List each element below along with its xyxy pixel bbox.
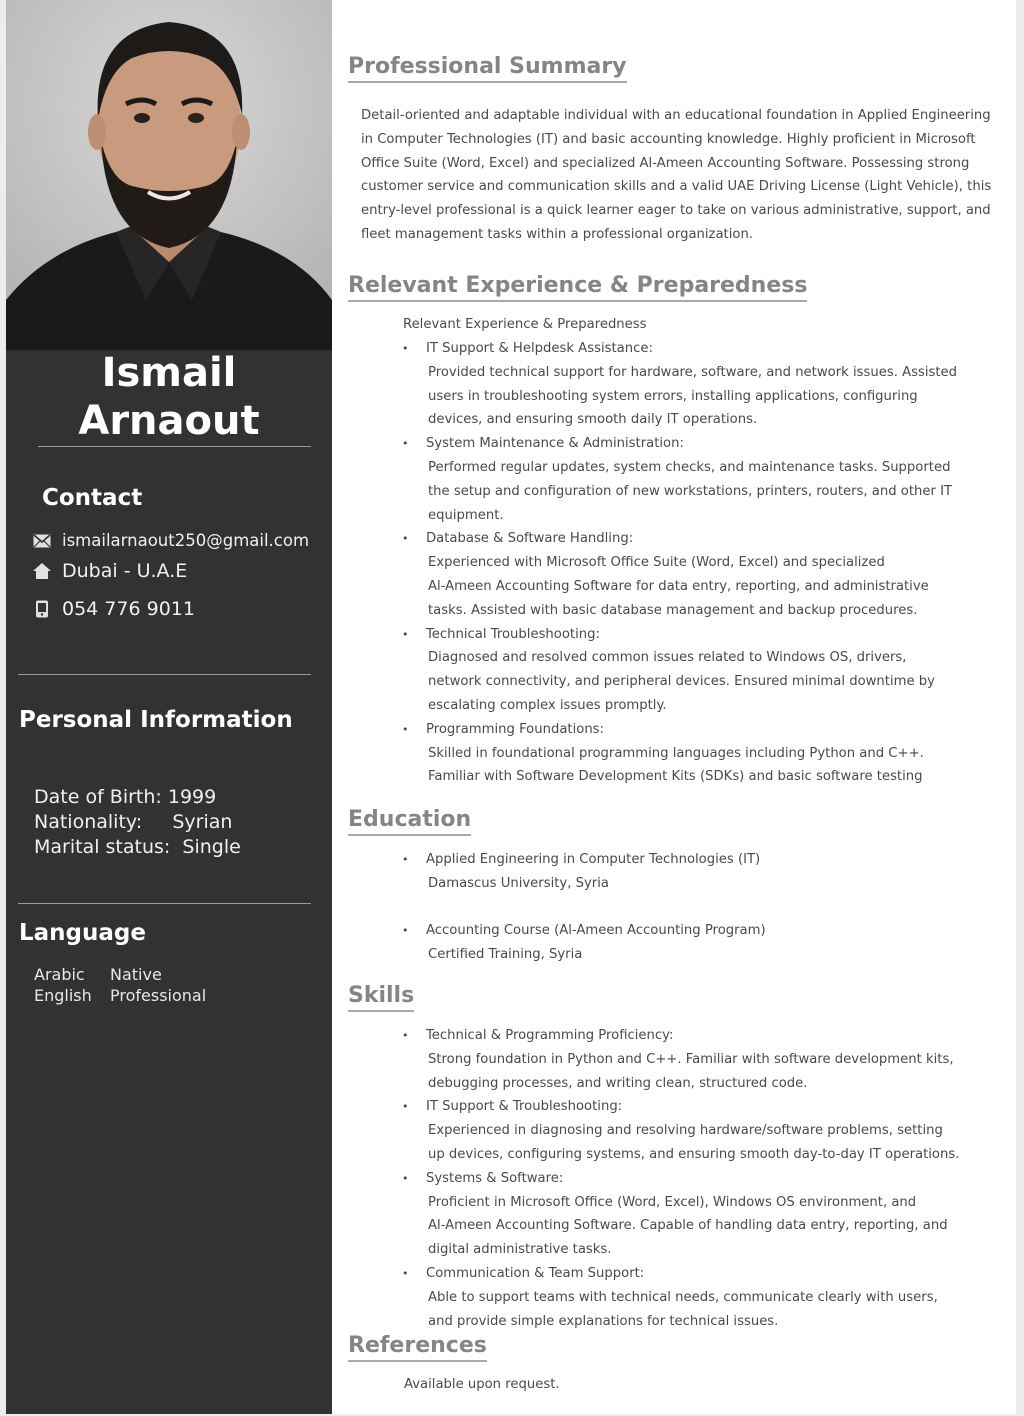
list-item-title: • Accounting Course (Al-Ameen Accounting Program) <box>402 919 1002 943</box>
name-divider <box>38 446 311 447</box>
list-item-title: • Technical Troubleshooting: <box>402 623 1002 647</box>
references-title: References <box>348 1333 487 1362</box>
education-list <box>402 848 1002 967</box>
language-name: Arabic <box>34 965 85 984</box>
personal-info-line: Nationality: Syrian <box>34 811 233 833</box>
contact-email[interactable]: ismailarnaout250@gmail.com <box>62 531 310 550</box>
list-spacer <box>402 896 1002 920</box>
list-item-description: Damascus University, Syria <box>428 875 609 891</box>
list-item-description: equipment. <box>428 507 504 523</box>
list-item-description: Experienced in diagnosing and resolving hardware/software problems, setting <box>428 1123 943 1139</box>
skills-title: Skills <box>348 983 414 1012</box>
list-item-description: Experienced with Microsoft Office Suite (Word, Excel) and specialized <box>428 555 885 571</box>
language-row <box>34 965 162 984</box>
contact-phone[interactable]: 054 776 9011 <box>62 598 195 620</box>
phone-icon <box>32 600 52 618</box>
language-row <box>34 986 206 1005</box>
contact-location-row <box>32 560 187 582</box>
list-item-title: • IT Support & Troubleshooting: <box>402 1095 1002 1119</box>
sidebar <box>6 0 332 1414</box>
language-level: Professional <box>110 986 207 1005</box>
list-item-title: • Technical & Programming Proficiency: <box>402 1024 1002 1048</box>
list-item-description: the setup and configuration of new workstations, printers, routers, and other IT <box>428 483 953 499</box>
contact-email-row[interactable] <box>32 531 309 550</box>
personal-info-heading: Personal Information <box>19 707 293 733</box>
skills-list <box>402 1024 1002 1333</box>
personal-info-line: Date of Birth: 1999 <box>34 786 217 808</box>
experience-subtitle: Relevant Experience & Preparedness <box>403 317 647 332</box>
list-item-description: Proficient in Microsoft Office (Word, Excel), Windows OS environment, and <box>428 1194 917 1210</box>
list-item-description: Skilled in foundational programming languages including Python and C++. <box>428 745 924 761</box>
list-item-description: tasks. Assisted with basic database management and backup procedures. <box>428 602 918 618</box>
contact-divider <box>18 674 311 675</box>
professional-summary-title: Professional Summary <box>348 54 627 83</box>
contact-phone-row[interactable] <box>32 598 195 620</box>
list-item-description: Certified Training, Syria <box>428 947 583 963</box>
list-item-title: • Applied Engineering in Computer Technologies (IT) <box>402 848 1002 872</box>
home-icon <box>32 562 52 580</box>
list-item-title: • Programming Foundations: <box>402 718 1002 742</box>
list-item-description: Al-Ameen Accounting Software. Capable of handling data entry, reporting, and <box>428 1218 948 1234</box>
list-item-description: network connectivity, and peripheral devices. Ensured minimal downtime by <box>428 674 935 690</box>
list-item-description: Able to support teams with technical needs, communicate clearly with users, <box>428 1289 938 1305</box>
language-heading: Language <box>19 920 146 946</box>
list-item-description: up devices, configuring systems, and ensuring smooth day-to-day IT operations. <box>428 1146 960 1162</box>
list-item-description: digital administrative tasks. <box>428 1242 612 1258</box>
contact-heading: Contact <box>42 485 143 511</box>
list-item-description: Provided technical support for hardware, software, and network issues. Assisted <box>428 364 958 380</box>
contact-location: Dubai - U.A.E <box>62 560 188 582</box>
references-text: Available upon request. <box>404 1377 560 1392</box>
list-item-description: Al-Ameen Accounting Software for data entry, reporting, and administrative <box>428 578 929 594</box>
first-name: Ismail <box>101 350 237 396</box>
list-item-description: escalating complex issues promptly. <box>428 697 667 713</box>
last-name: Arnaout <box>78 398 260 444</box>
list-item-description: Diagnosed and resolved common issues related to Windows OS, drivers, <box>428 650 907 666</box>
list-item-description: devices, and ensuring smooth daily IT operations. <box>428 412 758 428</box>
language-level: Native <box>110 965 162 984</box>
list-item-title: • System Maintenance & Administration: <box>402 432 1002 456</box>
list-item-description: and provide simple explanations for technical issues. <box>428 1313 779 1329</box>
professional-summary-text: Detail-oriented and adaptable individual with an educational foundation in Applied Engineering in Computer Technologies (IT) and basic accounting knowledge. Highly proficient in Microsoft Office Suite (Word, Excel) and specialized Al-Ameen Accounting Software. Possessing strong customer service and communication skills and a valid UAE Driving License (Light Vehicle), this entry-level professional is a quick learner eager to take on various administrative, support, and fleet management tasks within a professional organization. <box>361 108 992 242</box>
list-item-description: Strong foundation in Python and C++. Familiar with software development kits, <box>428 1051 954 1067</box>
personal-info-line: Marital status: Single <box>34 836 241 858</box>
language-name: English <box>34 986 92 1005</box>
experience-list <box>402 337 1002 789</box>
list-item-description: users in troubleshooting system errors, installing applications, configuring <box>428 388 918 404</box>
list-item-title: • Database & Software Handling: <box>402 527 1002 551</box>
experience-title: Relevant Experience & Preparedness <box>348 273 807 302</box>
education-title: Education <box>348 807 471 836</box>
envelope-icon <box>32 532 52 550</box>
profile-photo <box>6 0 332 350</box>
list-item-title: • Systems & Software: <box>402 1167 1002 1191</box>
list-item-title: • IT Support & Helpdesk Assistance: <box>402 337 1002 361</box>
list-item-title: • Communication & Team Support: <box>402 1262 1002 1286</box>
list-item-description: Performed regular updates, system checks, and maintenance tasks. Supported <box>428 459 951 475</box>
list-item-description: debugging processes, and writing clean, structured code. <box>428 1075 808 1091</box>
personal-info-divider <box>18 903 311 904</box>
list-item-description: Familiar with Software Development Kits (SDKs) and basic software testing <box>428 769 923 785</box>
